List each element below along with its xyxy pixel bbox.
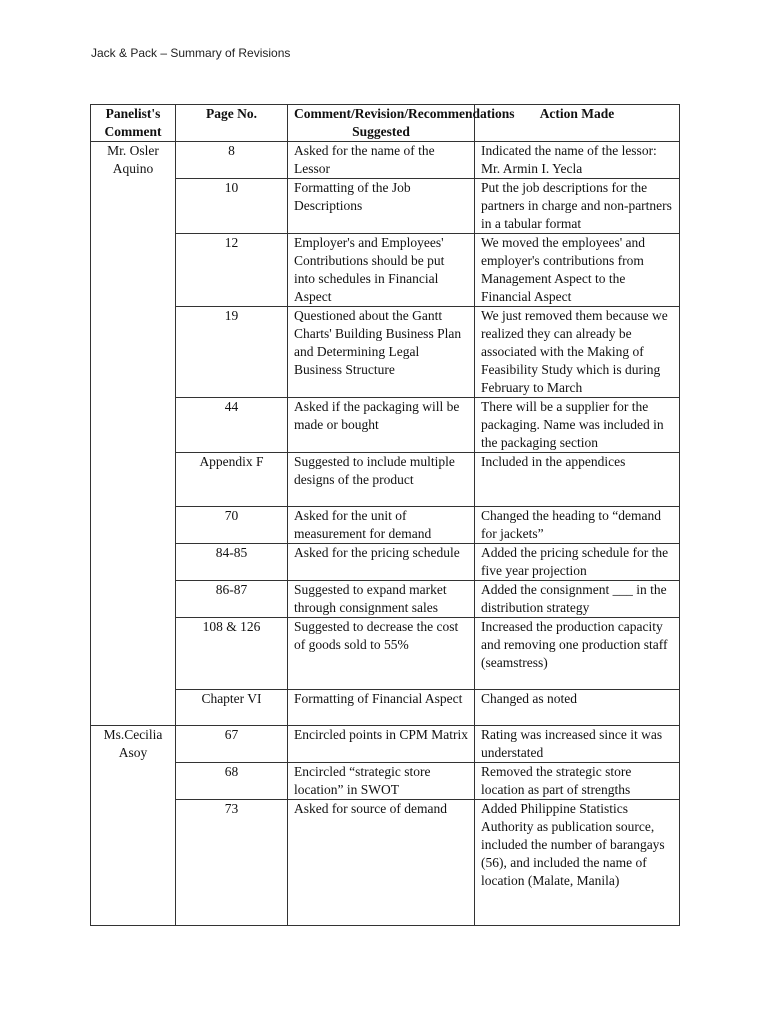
comment-cell: Asked for the pricing schedule <box>288 544 475 581</box>
page-number: 73 <box>176 800 288 926</box>
action-cell: Added the consignment ___ in the distribution strategy <box>475 581 680 618</box>
table-row <box>91 581 680 618</box>
table-row <box>91 726 680 763</box>
comment-cell: Employer's and Employees' Contributions should be put into schedules in Financial Aspect <box>288 234 475 307</box>
table-row <box>91 763 680 800</box>
column-header-page: Page No. <box>176 105 288 142</box>
table-row <box>91 453 680 507</box>
page-number: 84-85 <box>176 544 288 581</box>
table-row <box>91 179 680 234</box>
action-cell: We moved the employees' and employer's contributions from Management Aspect to the Financial Aspect <box>475 234 680 307</box>
action-cell: Added Philippine Statistics Authority as publication source, included the number of barangays (56), and included the name of location (Malate, Manila) <box>475 800 680 926</box>
action-cell: Removed the strategic store location as part of strengths <box>475 763 680 800</box>
page-number: 68 <box>176 763 288 800</box>
page-number: 10 <box>176 179 288 234</box>
page-number: 19 <box>176 307 288 398</box>
page-number: 108 & 126 <box>176 618 288 690</box>
panelist-name: Ms.Cecilia Asoy <box>91 726 176 926</box>
page-number: 8 <box>176 142 288 179</box>
action-cell: Added the pricing schedule for the five year projection <box>475 544 680 581</box>
comment-cell: Suggested to expand market through consignment sales <box>288 581 475 618</box>
table-row <box>91 234 680 307</box>
document-header: Jack & Pack – Summary of Revisions <box>91 46 291 60</box>
panelist-name: Mr. Osler Aquino <box>91 142 176 726</box>
page-number: 70 <box>176 507 288 544</box>
comment-cell: Encircled points in CPM Matrix <box>288 726 475 763</box>
page-number: Appendix F <box>176 453 288 507</box>
comment-cell: Questioned about the Gantt Charts' Building Business Plan and Determining Legal Business Structure <box>288 307 475 398</box>
column-header-action: Action Made <box>475 105 680 142</box>
table-row <box>91 690 680 726</box>
table-row <box>91 618 680 690</box>
comment-cell: Formatting of the Job Descriptions <box>288 179 475 234</box>
column-header-comment: Comment/Revision/Recommendations Suggested <box>288 105 475 142</box>
comment-cell: Asked if the packaging will be made or bought <box>288 398 475 453</box>
page-number: 67 <box>176 726 288 763</box>
table-row <box>91 507 680 544</box>
action-cell: Rating was increased since it was understated <box>475 726 680 763</box>
comment-cell: Asked for the unit of measurement for demand <box>288 507 475 544</box>
revisions-table <box>90 104 680 926</box>
page-number: 12 <box>176 234 288 307</box>
comment-cell: Suggested to include multiple designs of the product <box>288 453 475 507</box>
action-cell: Changed as noted <box>475 690 680 726</box>
table-row <box>91 398 680 453</box>
page-number: 86-87 <box>176 581 288 618</box>
action-cell: Included in the appendices <box>475 453 680 507</box>
table-row <box>91 142 680 179</box>
table-row <box>91 307 680 398</box>
action-cell: There will be a supplier for the packaging. Name was included in the packaging section <box>475 398 680 453</box>
table-row <box>91 800 680 926</box>
table-header-row <box>91 105 680 142</box>
page-number: 44 <box>176 398 288 453</box>
action-cell: We just removed them because we realized they can already be associated with the Making of Feasibility Study which is during February to March <box>475 307 680 398</box>
comment-cell: Suggested to decrease the cost of goods sold to 55% <box>288 618 475 690</box>
column-header-panelist: Panelist's Comment <box>91 105 176 142</box>
action-cell: Increased the production capacity and removing one production staff (seamstress) <box>475 618 680 690</box>
action-cell: Indicated the name of the lessor: Mr. Armin I. Yecla <box>475 142 680 179</box>
action-cell: Put the job descriptions for the partners in charge and non-partners in a tabular format <box>475 179 680 234</box>
action-cell: Changed the heading to “demand for jackets” <box>475 507 680 544</box>
comment-cell: Formatting of Financial Aspect <box>288 690 475 726</box>
page-number: Chapter VI <box>176 690 288 726</box>
table-row <box>91 544 680 581</box>
comment-cell: Asked for source of demand <box>288 800 475 926</box>
comment-cell: Encircled “strategic store location” in SWOT <box>288 763 475 800</box>
comment-cell: Asked for the name of the Lessor <box>288 142 475 179</box>
